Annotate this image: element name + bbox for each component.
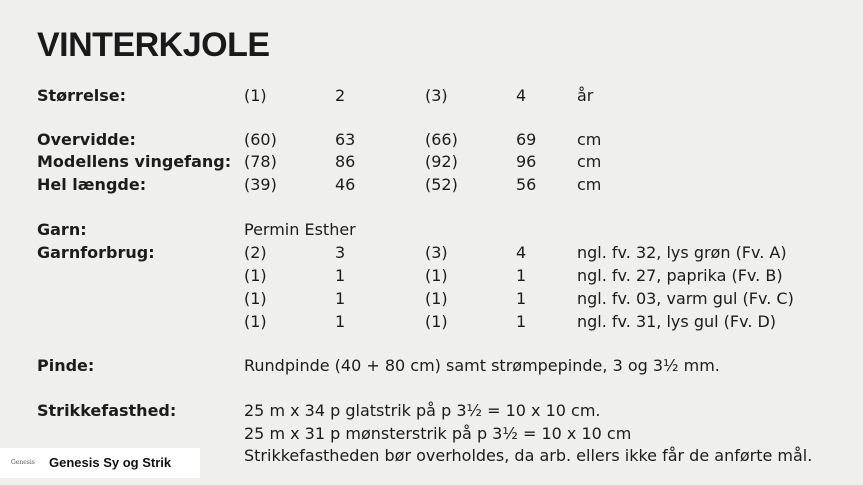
measurement-value: (66) [425, 130, 458, 149]
brand-name: Genesis Sy og Strik [49, 455, 172, 470]
yarn-value: Permin Esther [244, 220, 356, 239]
measurement-label: Overvidde: [37, 130, 136, 149]
gauge-label: Strikkefasthed: [37, 401, 177, 420]
yarn-usage-value: 1 [335, 266, 346, 285]
measurement-value: 86 [335, 152, 356, 171]
yarn-usage-value: (1) [425, 289, 448, 308]
yarn-usage-value: (1) [425, 266, 448, 285]
gauge-line: 25 m x 31 p mønsterstrik på p 3½ = 10 x 10 cm [244, 424, 632, 443]
yarn-usage-value: 1 [516, 266, 527, 285]
yarn-usage-row [0, 242, 863, 264]
needles-label: Pinde: [37, 356, 95, 375]
measurement-label: Modellens vingefang: [37, 152, 232, 171]
measurement-value: (78) [244, 152, 277, 171]
measurement-value: 69 [516, 130, 537, 149]
size-value: (1) [244, 86, 267, 105]
measurement-value: 56 [516, 175, 537, 194]
yarn-usage-value: 1 [335, 289, 346, 308]
yarn-label: Garn: [37, 220, 87, 239]
measurement-value: (52) [425, 175, 458, 194]
measurement-value: (60) [244, 130, 277, 149]
gauge-line: Strikkefastheden bør overholdes, da arb. ellers ikke får de anførte mål. [244, 446, 813, 465]
measurement-value: 96 [516, 152, 537, 171]
measurement-value: (92) [425, 152, 458, 171]
measurement-unit: cm [577, 130, 602, 149]
measurement-value: 63 [335, 130, 356, 149]
yarn-usage-value: (1) [425, 312, 448, 331]
yarn-usage-row [0, 311, 863, 333]
size-unit: år [577, 86, 594, 105]
yarn-row [0, 219, 863, 241]
yarn-usage-label: Garnforbrug: [37, 243, 155, 262]
yarn-usage-value: (3) [425, 243, 448, 262]
yarn-usage-value: 4 [516, 243, 527, 262]
size-value: 2 [335, 86, 346, 105]
size-label: Størrelse: [37, 86, 127, 105]
yarn-usage-desc: ngl. fv. 27, paprika (Fv. B) [577, 266, 783, 285]
measurement-row [0, 174, 863, 196]
size-row [0, 85, 863, 107]
yarn-usage-value: 1 [516, 312, 527, 331]
yarn-usage-value: (1) [244, 289, 267, 308]
size-value: (3) [425, 86, 448, 105]
yarn-usage-value: 1 [335, 312, 346, 331]
gauge-row [0, 400, 863, 422]
brand-footer [0, 448, 200, 478]
yarn-usage-value: (1) [244, 266, 267, 285]
yarn-usage-desc: ngl. fv. 03, varm gul (Fv. C) [577, 289, 794, 308]
genesis-logo: Genesis [11, 459, 35, 466]
needles-value: Rundpinde (40 + 80 cm) samt strømpepinde, 3 og 3½ mm. [244, 356, 720, 375]
measurement-unit: cm [577, 152, 602, 171]
yarn-usage-value: (1) [244, 312, 267, 331]
yarn-usage-value: 3 [335, 243, 346, 262]
size-value: 4 [516, 86, 527, 105]
measurement-unit: cm [577, 175, 602, 194]
measurement-row [0, 129, 863, 151]
yarn-usage-desc: ngl. fv. 32, lys grøn (Fv. A) [577, 243, 787, 262]
needles-row [0, 355, 863, 377]
yarn-usage-row [0, 265, 863, 287]
measurement-row [0, 151, 863, 173]
gauge-line: 25 m x 34 p glatstrik på p 3½ = 10 x 10 cm. [244, 401, 601, 420]
yarn-usage-desc: ngl. fv. 31, lys gul (Fv. D) [577, 312, 777, 331]
yarn-usage-value: (2) [244, 243, 267, 262]
gauge-row [0, 423, 863, 445]
measurement-value: (39) [244, 175, 277, 194]
yarn-usage-row [0, 288, 863, 310]
yarn-usage-value: 1 [516, 289, 527, 308]
measurement-value: 46 [335, 175, 356, 194]
pattern-title: VINTERKJOLE [37, 26, 270, 64]
measurement-label: Hel længde: [37, 175, 147, 194]
